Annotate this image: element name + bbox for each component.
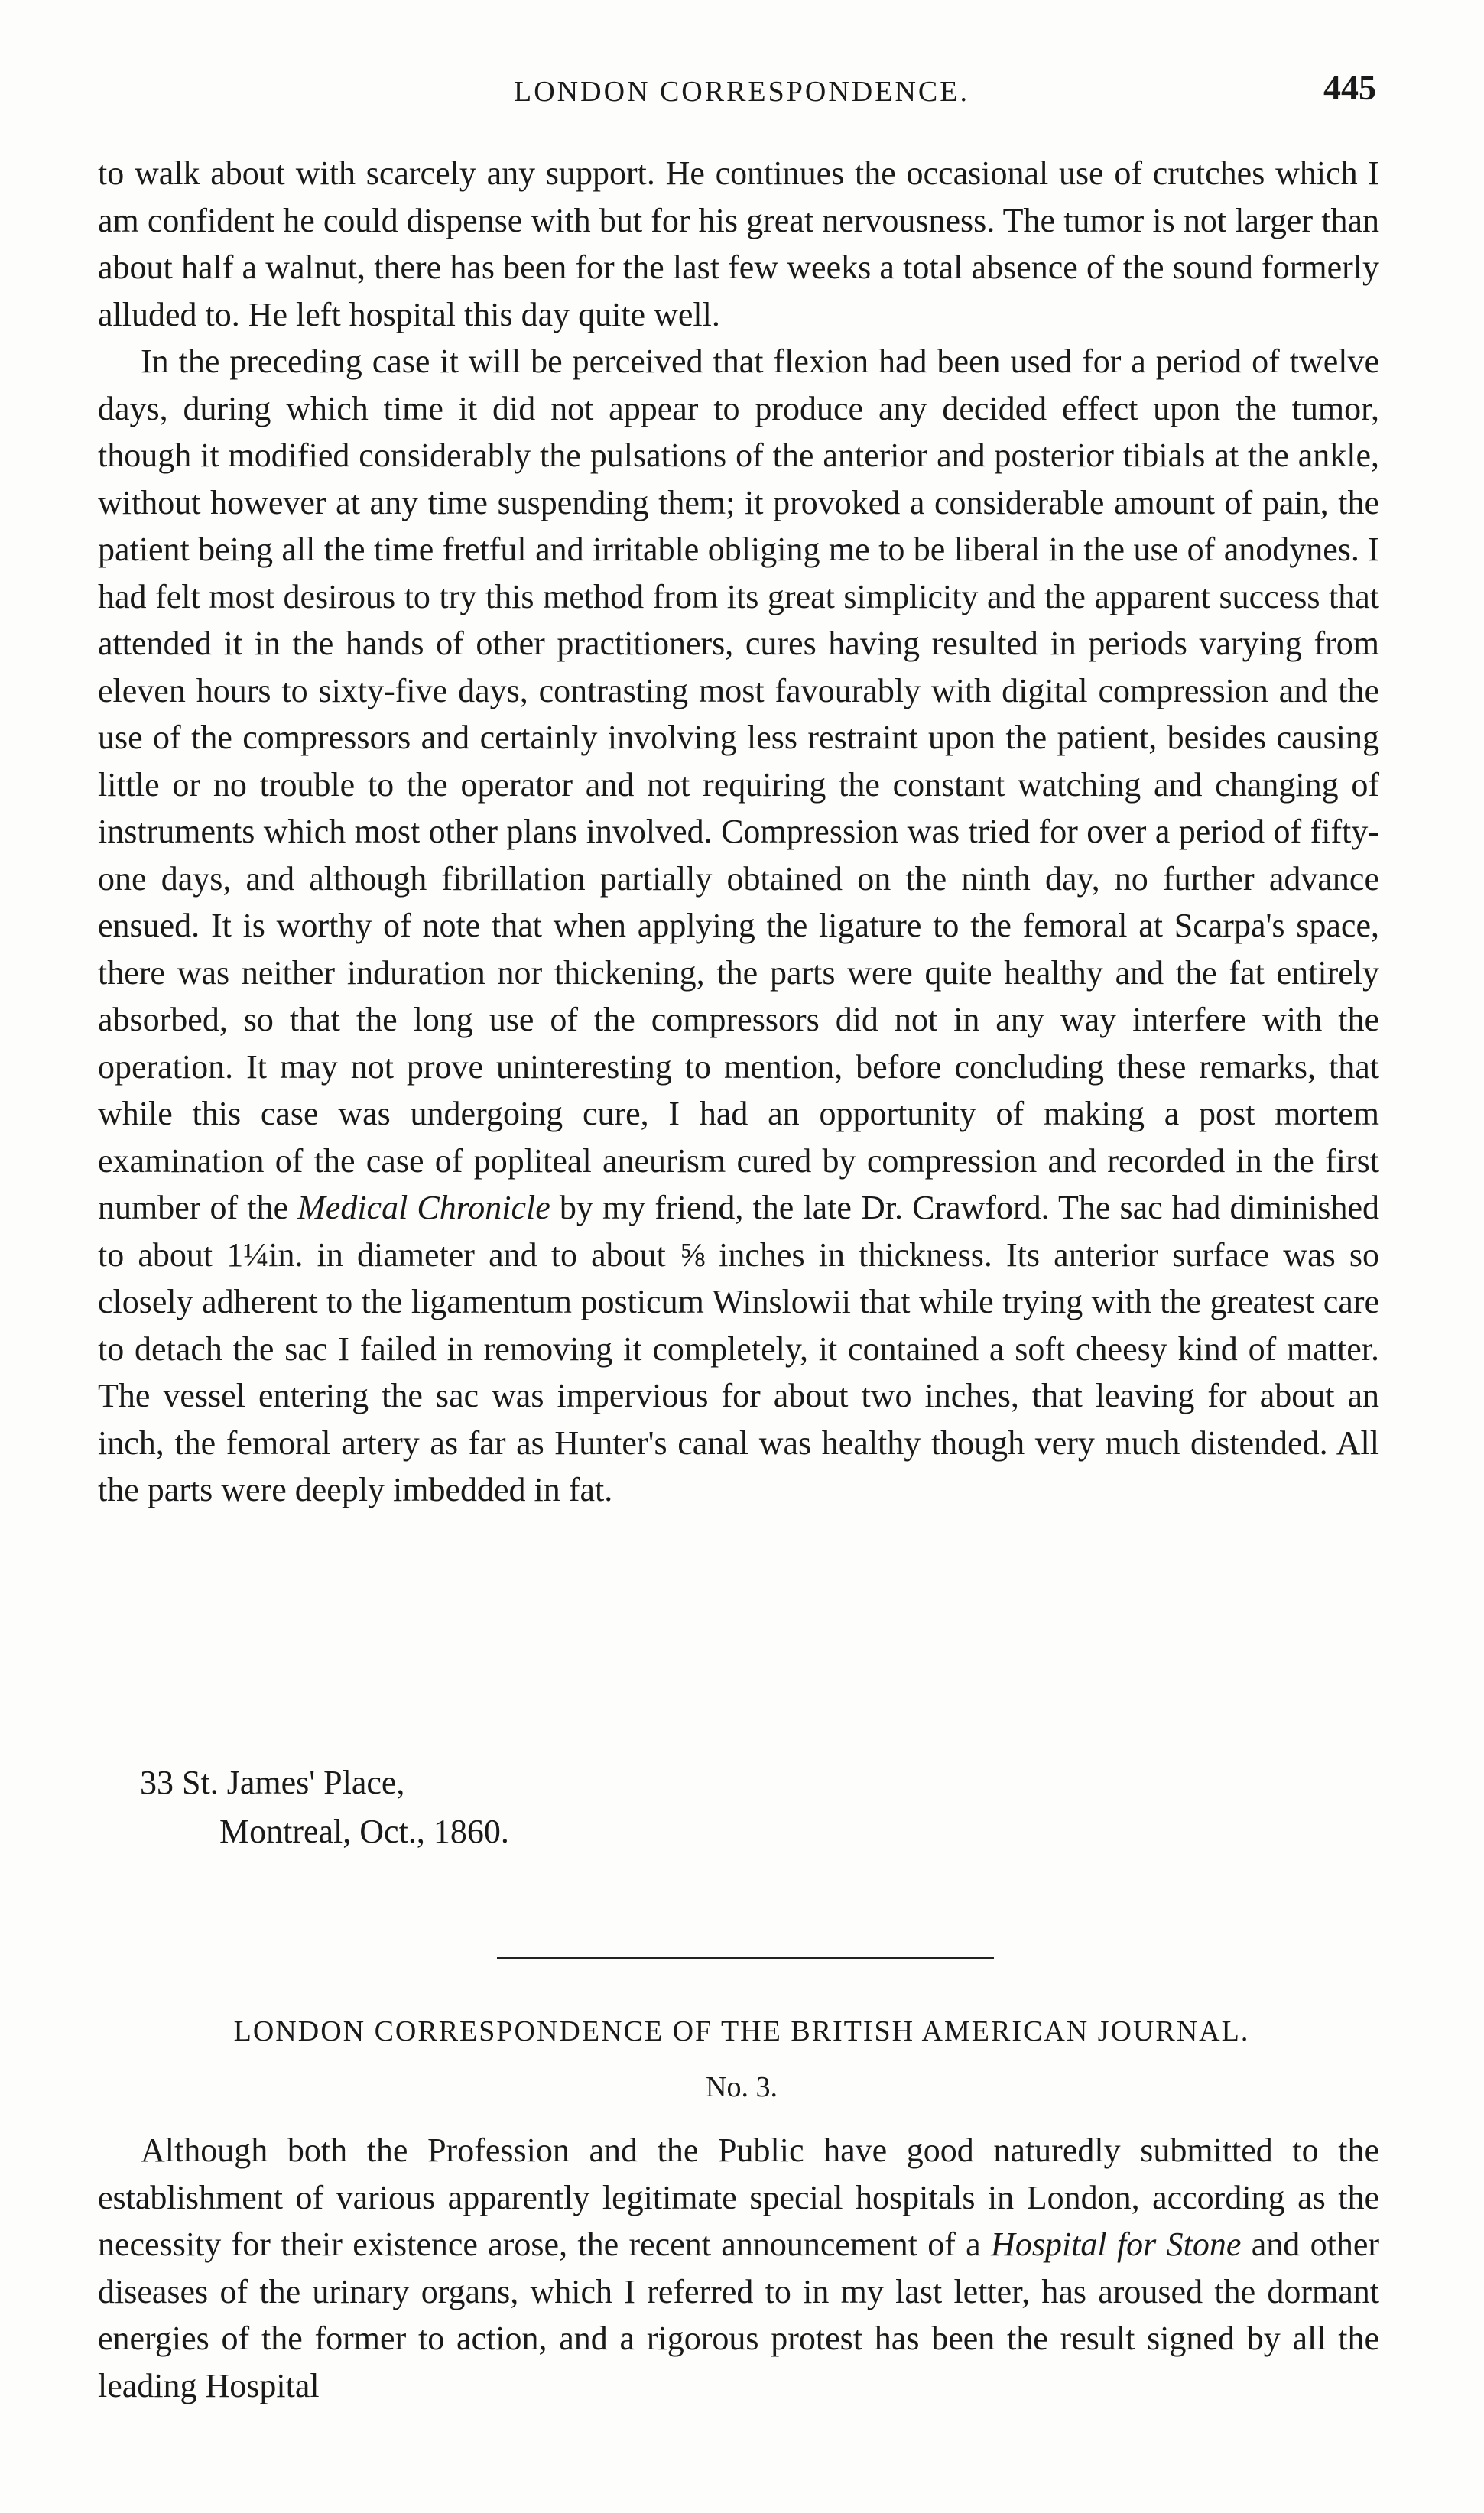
section-heading: LONDON CORRESPONDENCE OF THE BRITISH AMERICAN JOURNAL. bbox=[233, 2015, 1250, 2047]
paragraph-discussion-text: In the preceding case it will be perceived that flexion had been used for a period of twelve days, during which time it did not appear to produce any decided effect upon the tumor, though it modified considerably the pulsations of the anterior and posterior tibials at the ankle, without however at any time suspending them; it provoked a considerable amount of pain, the patient being all the time fretful and irritable obliging me to be liberal in the use of anodynes. I had felt most desirous to try this method from its great simplicity and the apparent success that attended it in the hands of other practitioners, cures having resulted in periods varying from eleven hours to sixty-five days, contrasting most favourably with digital compression and the use of the compressors and certainly involving less restraint upon the patient, besides causing little or no trouble to the operator and not requiring the constant watching and changing of instruments which most other plans involved. Compression was tried for over a period of fifty-one days, and although fibrillation partially obtained on the ninth day, no further advance ensued. It is worthy of note that when applying the ligature to the femoral at Scarpa's space, there was neither induration nor thickening, the parts were quite healthy and the fat entirely absorbed, so that the long use of the compressors did not in any way interfere with the operation. It may not prove uninteresting to mention, before concluding these remarks, that while this case was undergoing cure, I had an opportunity of making a post mortem examination of the case of popliteal aneurism cured by compression and recorded in the first number of the bbox=[98, 343, 1379, 1226]
signature-block bbox=[140, 1758, 509, 1856]
journal-title-italic: Medical Chronicle bbox=[297, 1189, 550, 1226]
paragraph-discussion bbox=[98, 338, 1379, 1514]
signature-address: 33 St. James' Place, bbox=[140, 1764, 405, 1801]
section-tail: and other diseases of the urinary organs, which I referred to in my last letter, has aroused the dormant energies of the former to action, and a rigorous protest has been the result signed by all the leading Hospital bbox=[98, 2226, 1380, 2404]
section-intro: Although both the Profession and the Public have good naturedly submitted to the establishment of various apparently legitimate special hospitals in London, according as the necessity for their existence arose, the recent announcement of a bbox=[98, 2132, 1379, 2263]
section-number: No. 3. bbox=[706, 2071, 778, 2103]
section-paragraph bbox=[98, 2127, 1379, 2409]
hospital-name-italic: Hospital for Stone bbox=[991, 2226, 1242, 2263]
page-number: 445 bbox=[1323, 68, 1376, 107]
running-title: LONDON CORRESPONDENCE. bbox=[514, 76, 969, 108]
article-body bbox=[98, 150, 1379, 1514]
section-body bbox=[98, 2127, 1379, 2409]
running-head bbox=[92, 67, 1391, 121]
paragraph-discussion-tail: by my friend, the late Dr. Crawford. The sac had diminished to about 1¼in. in diameter and to about ⅝ inches in thickness. Its anterior surface was so closely adherent to the ligamentum posticum Winslowii that while trying with the greatest care to detach the sac I failed in removing it completely, it contained a soft cheesy kind of matter. The vessel entering the sac was impervious for about two inches, that leaving for about an inch, the femoral artery as far as Hunter's canal was healthy though very much distended. All the parts were deeply imbedded in fat. bbox=[98, 1189, 1379, 1508]
signature-place-date: Montreal, Oct., 1860. bbox=[219, 1813, 509, 1850]
paragraph-continuation: to walk about with scarcely any support. He continues the occasional use of crutches which I am confident he could dispense with but for his great nervousness. The tumor is not larger than about half a walnut, there has been for the last few weeks a total absence of the sound formerly alluded to. He left hospital this day quite well. bbox=[98, 154, 1379, 333]
section-divider bbox=[497, 1957, 994, 1959]
